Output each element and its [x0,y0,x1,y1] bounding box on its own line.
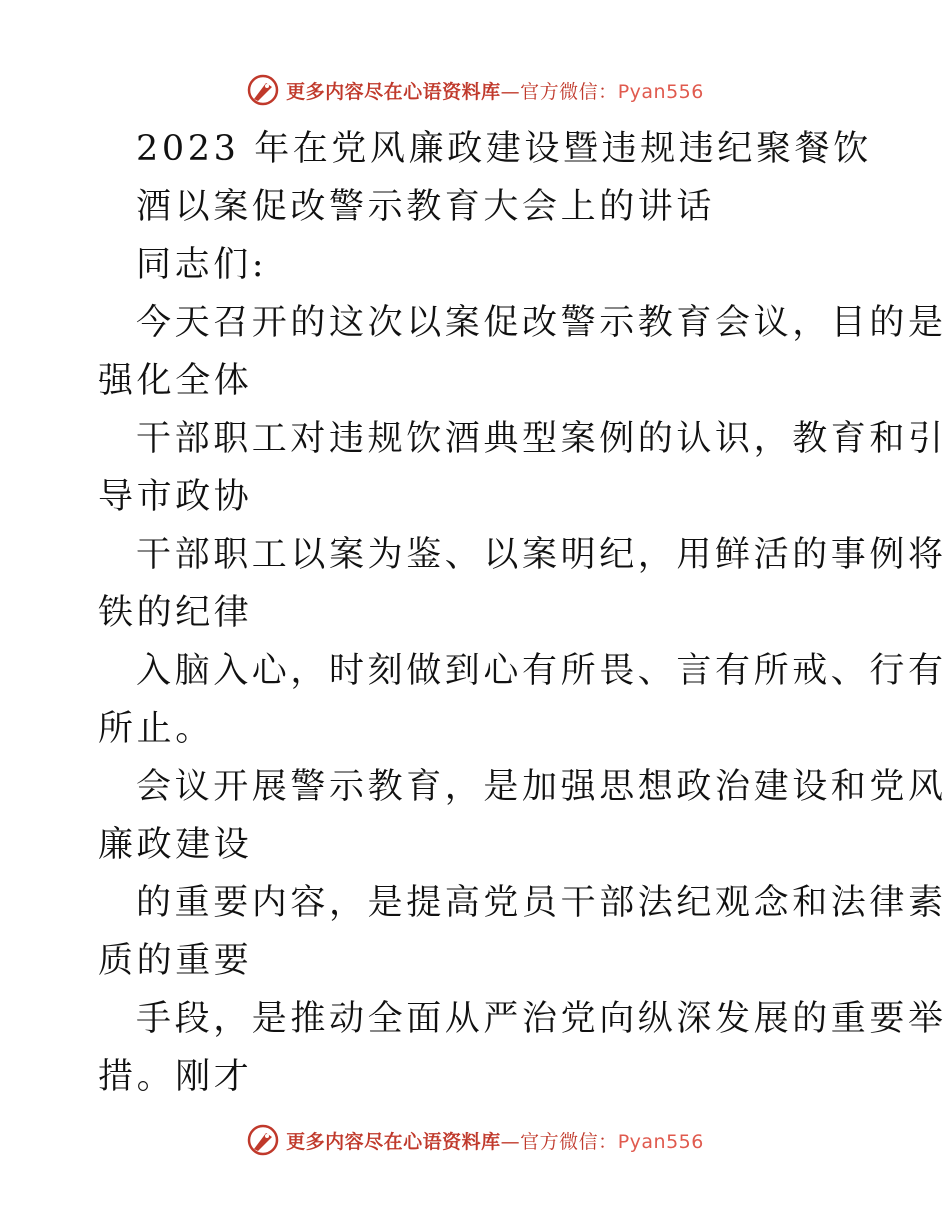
pen-nib-logo-icon [246,73,280,107]
footer-banner-wechat-label: 官方微信： [520,1130,618,1153]
document-body-line: 铁的纪律 [98,593,253,633]
footer-banner-slogan: 更多内容尽在心语资料库 [286,1130,501,1153]
header-banner-wechat-id: Pyan556 [617,80,704,103]
pen-nib-logo-icon [246,1123,280,1157]
document-body-line: 入脑入心，时刻做到心有所畏、言有所戒、行有 [136,651,947,691]
header-banner-slogan: 更多内容尽在心语资料库 [286,80,501,103]
document-body-line: 干部职工以案为鉴、以案明纪，用鲜活的事例将 [136,535,947,575]
footer-banner [0,1120,950,1160]
document-body-line: 导市政协 [98,477,253,517]
footer-banner-dash: — [500,1130,521,1153]
header-banner-dash: — [500,80,521,103]
header-banner-text [286,77,704,104]
document-body-line: 强化全体 [98,361,253,401]
document-body-line: 的重要内容，是提高党员干部法纪观念和法律素 [136,883,947,923]
document-body-line: 措。刚才 [98,1057,253,1097]
document-body-line: 会议开展警示教育，是加强思想政治建设和党风 [136,767,947,807]
document-body-line: 质的重要 [98,941,253,981]
document-title-line-2: 酒以案促改警示教育大会上的讲话 [136,187,716,227]
document-paragraphs [98,294,947,1106]
document-title-line-1: 2023 年在党风廉政建设暨违规违纪聚餐饮 [136,129,872,169]
document-body-line: 所止。 [98,709,214,749]
document-body-line: 干部职工对违规饮酒典型案例的认识，教育和引 [136,419,947,459]
document-salutation: 同志们: [136,245,268,285]
header-banner [0,70,950,110]
footer-banner-wechat-id: Pyan556 [617,1130,704,1153]
document-body-line: 手段，是推动全面从严治党向纵深发展的重要举 [136,999,947,1039]
document-body [98,120,947,1106]
document-body-line: 今天召开的这次以案促改警示教育会议，目的是 [136,303,947,343]
footer-banner-text [286,1127,704,1154]
header-banner-wechat-label: 官方微信： [520,80,618,103]
document-body-line: 廉政建设 [98,825,253,865]
